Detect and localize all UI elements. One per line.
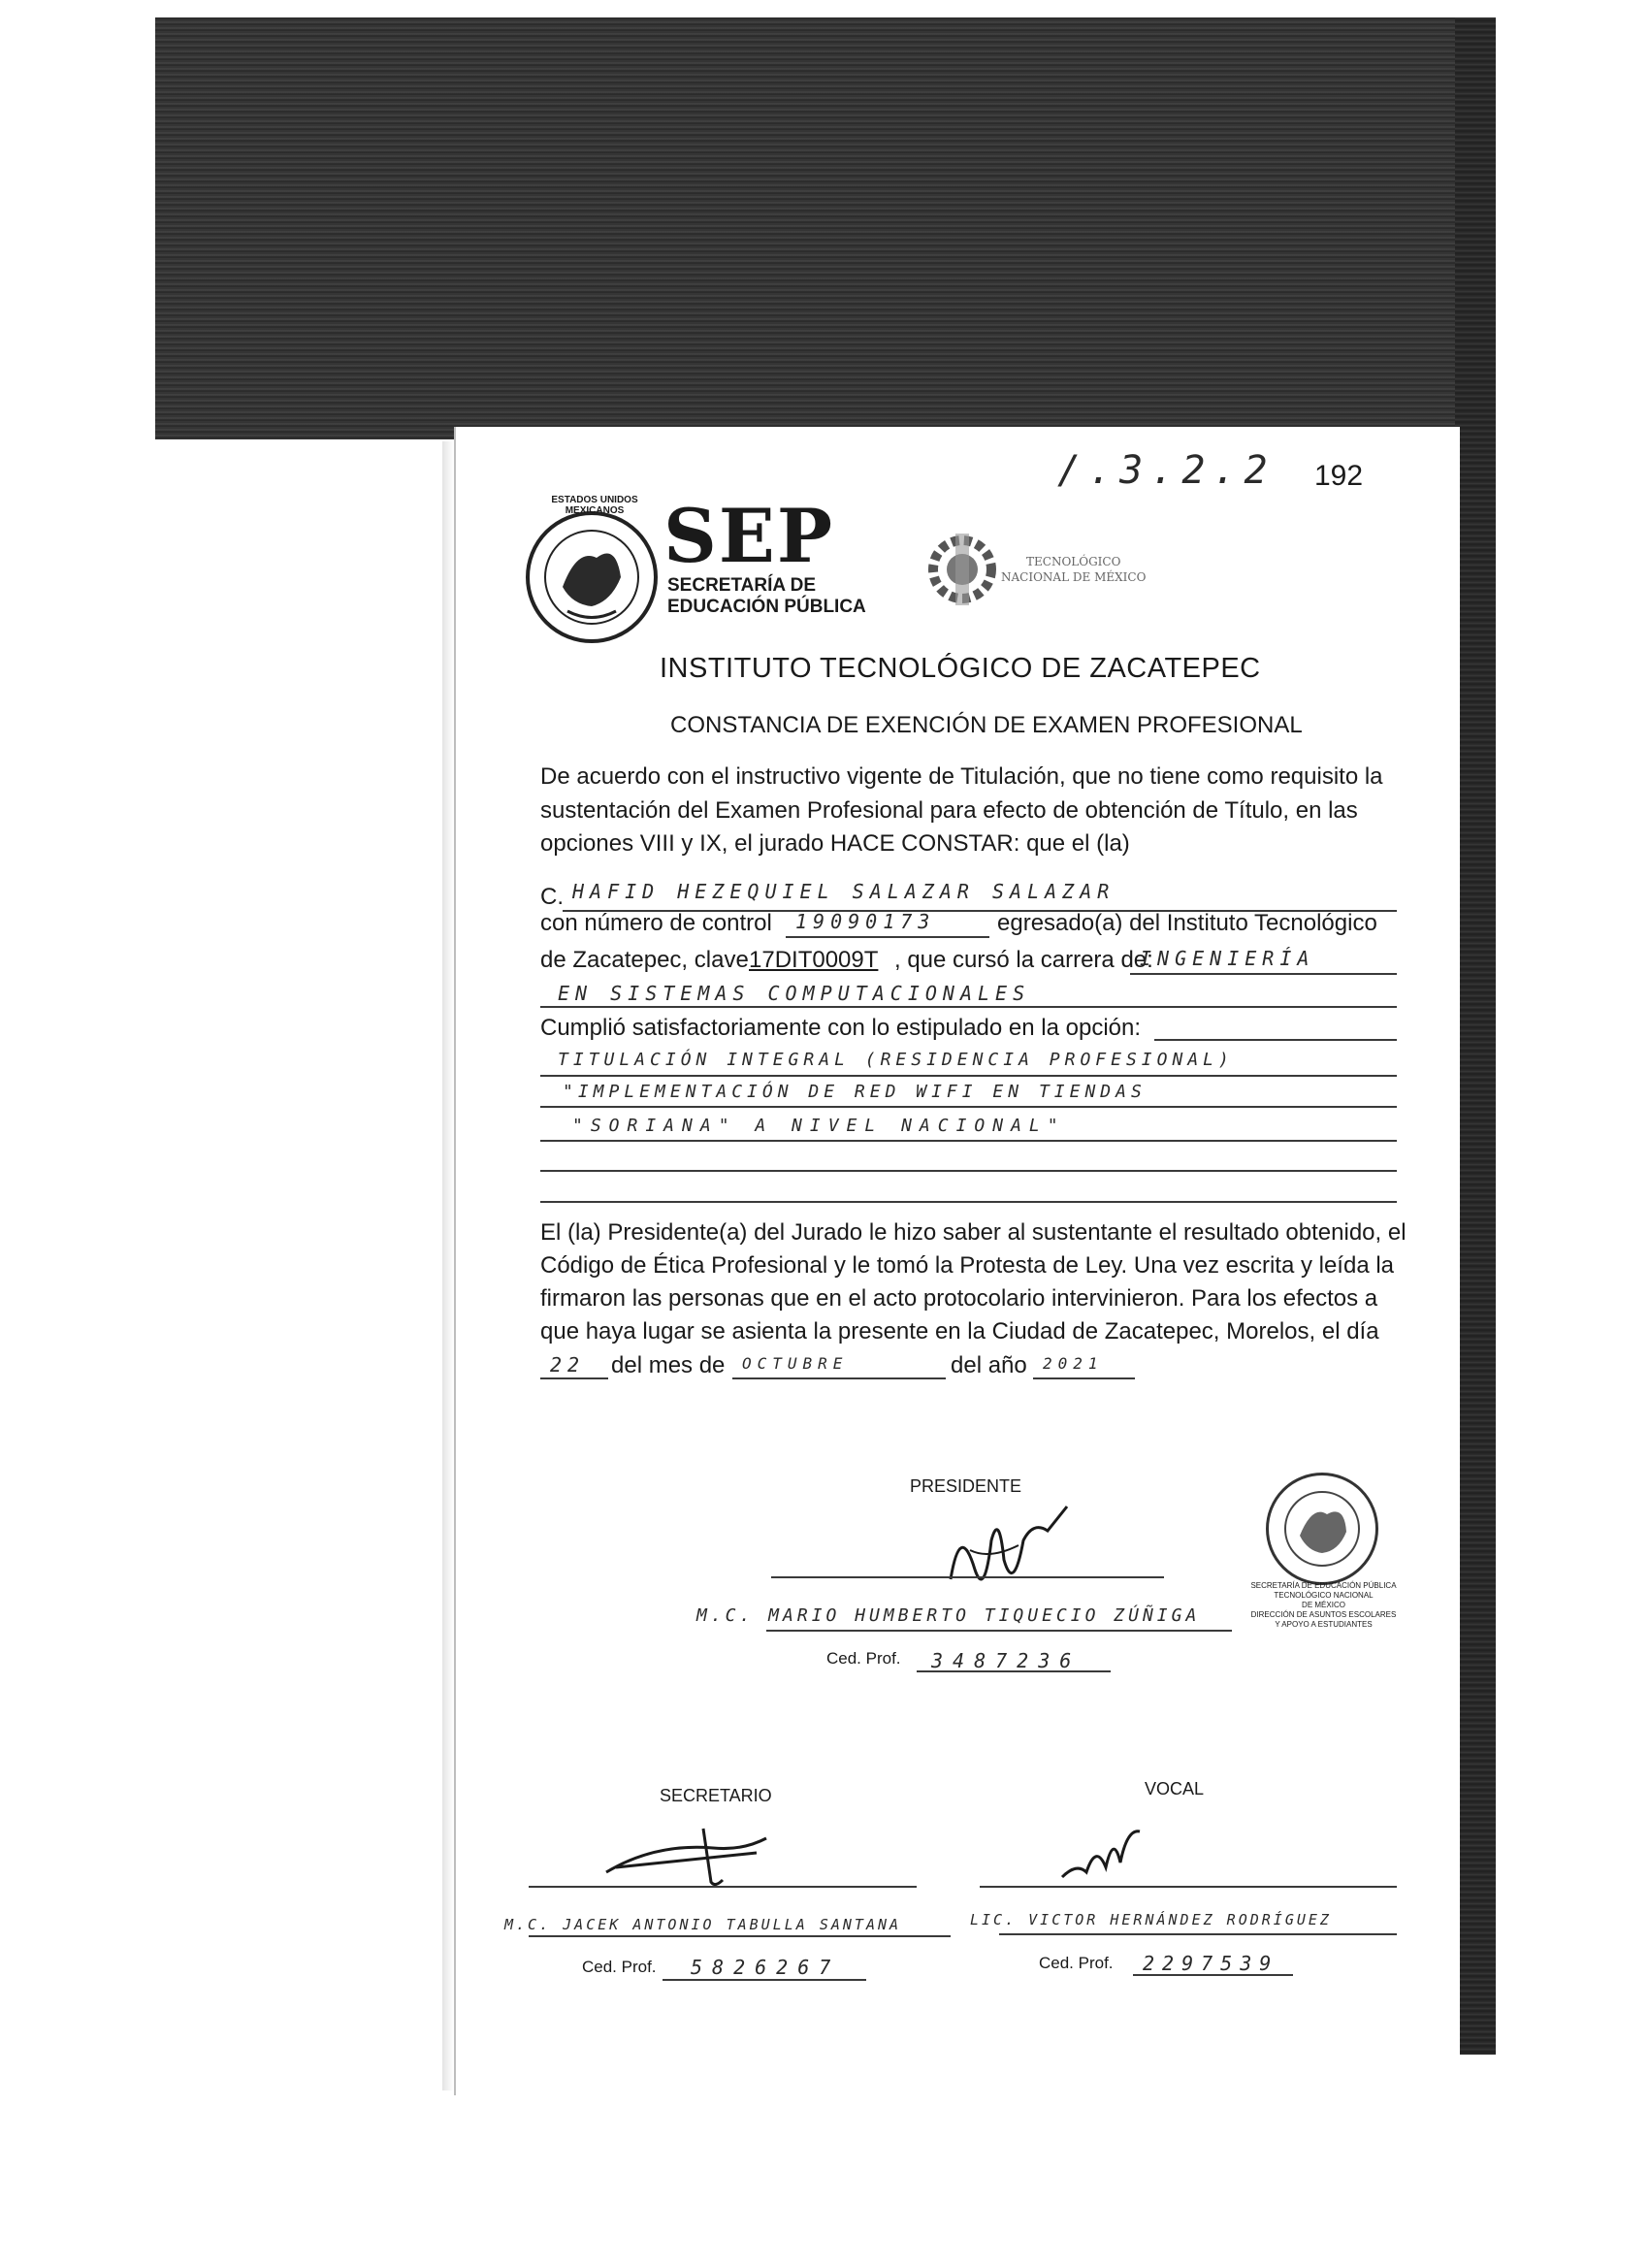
secretario-role: SECRETARIO: [660, 1786, 772, 1805]
vocal-line: [980, 1886, 1397, 1888]
presidente-ced-label: Ced. Prof.: [826, 1649, 901, 1668]
vocal-role: VOCAL: [1145, 1779, 1205, 1798]
closing-line-3: firmaron las personas que en el acto protocolario intervinieron. Para los efectos a: [540, 1285, 1378, 1312]
closing-month: OCTUBRE: [742, 1354, 849, 1373]
carrera-underline-1: [1130, 973, 1397, 975]
secretario-line: [529, 1886, 917, 1888]
year-line: [1033, 1377, 1135, 1379]
vocal-ced-line: [1133, 1974, 1293, 1976]
mexican-seal-icon: [524, 509, 660, 645]
secretario-name-line: [529, 1935, 951, 1937]
secretario-name: M.C. JACEK ANTONIO TABULLA SANTANA: [504, 1916, 902, 1933]
closing-line-4: que haya lugar se asienta la presente en la Ciudad de Zacatepec, Morelos, el día: [540, 1318, 1379, 1345]
mexican-seal-icon: [1269, 1475, 1375, 1582]
egresado-text: egresado(a) del Instituto Tecnológico: [997, 910, 1377, 936]
control-label: con número de control: [540, 910, 772, 936]
student-name: HAFID HEZEQUIEL SALAZAR SALAZAR: [572, 880, 1116, 903]
opcion-underline-2: [540, 1106, 1397, 1108]
vocal-name: LIC. VICTOR HERNÁNDEZ RODRÍGUEZ: [970, 1911, 1332, 1928]
tecnm-line2: NACIONAL DE MÉXICO: [1001, 570, 1147, 584]
stamp-line-2: TECNOLÓGICO NACIONAL: [1274, 1591, 1374, 1600]
presidente-signature: [931, 1502, 1077, 1613]
opcion-underline-3: [540, 1140, 1397, 1142]
clave-value: 17DIT0009T: [749, 947, 879, 973]
carrera-line-1: INGENIERÍA: [1140, 947, 1315, 970]
stamp-line-1: SECRETARÍA DE EDUCACIÓN PÚBLICA: [1250, 1581, 1397, 1590]
control-number: 19090173: [795, 910, 936, 933]
carrera-label: , que cursó la carrera de:: [894, 947, 1153, 973]
stamp-line-5: Y APOYO A ESTUDIANTES: [1275, 1620, 1373, 1629]
opcion-line-1: TITULACIÓN INTEGRAL (RESIDENCIA PROFESIONAL): [558, 1050, 1234, 1070]
mes-label: del mes de: [611, 1352, 726, 1378]
stamp-line-3: DE MÉXICO: [1302, 1601, 1345, 1609]
vocal-signature: [1057, 1824, 1145, 1892]
presidente-ced: 3487236: [931, 1649, 1082, 1672]
official-stamp: [1266, 1473, 1378, 1585]
vocal-name-line: [999, 1933, 1397, 1935]
opcion-underline-4: [540, 1170, 1397, 1172]
control-line: [786, 936, 989, 938]
opcion-line-0: [1154, 1039, 1397, 1041]
presidente-name-line: [766, 1630, 1232, 1632]
opcion-underline-1: [540, 1075, 1397, 1077]
vocal-ced-label: Ced. Prof.: [1039, 1954, 1114, 1972]
sep-seal-text: ESTADOS UNIDOS MEXICANOS: [551, 495, 638, 516]
presidente-line: [771, 1576, 1164, 1578]
institution-title: INSTITUTO TECNOLÓGICO DE ZACATEPEC: [660, 653, 1261, 684]
intro-line-1: De acuerdo con el instructivo vigente de Titulación, que no tiene como requisito la: [540, 763, 1383, 790]
opcion-underline-5: [540, 1201, 1397, 1203]
month-line: [732, 1377, 946, 1379]
day-line: [540, 1377, 608, 1379]
vocal-ced: 2297539: [1143, 1952, 1279, 1975]
opcion-label: Cumplió satisfactoriamente con lo estipulado en la opción:: [540, 1015, 1142, 1041]
clave-prefix: de Zacatepec, clave: [540, 947, 749, 973]
anio-label: del año: [951, 1352, 1027, 1378]
document-title: CONSTANCIA DE EXENCIÓN DE EXAMEN PROFESIONAL: [670, 712, 1303, 738]
presidente-role: PRESIDENTE: [910, 1476, 1022, 1496]
tecnm-logo: [926, 524, 999, 616]
closing-day: 22: [550, 1353, 586, 1377]
sep-logo: [524, 509, 660, 645]
sep-title: SEP: [663, 493, 834, 579]
sep-subtitle-2: EDUCACIÓN PÚBLICA: [667, 597, 866, 617]
folio-handwritten: /.3.2.2: [1057, 448, 1276, 493]
intro-line-2: sustentación del Examen Profesional para efecto de obtención de Título, en las: [540, 797, 1358, 824]
carrera-line-2: EN SISTEMAS COMPUTACIONALES: [558, 982, 1031, 1005]
presidente-ced-line: [917, 1670, 1111, 1672]
gear-icon: [926, 524, 999, 616]
secretario-ced: 5826267: [691, 1956, 841, 1979]
intro-line-3: opciones VIII y IX, el jurado HACE CONSTAR: que el (la): [540, 830, 1130, 857]
secretario-ced-line: [663, 1979, 866, 1981]
paper-shadow: [442, 441, 454, 2090]
secretario-ced-label: Ced. Prof.: [582, 1958, 657, 1976]
page-number: 192: [1314, 460, 1364, 492]
closing-line-2: Código de Ética Profesional y le tomó la Protesta de Ley. Una vez escrita y leída la: [540, 1252, 1395, 1279]
opcion-line-3: "SORIANA" A NIVEL NACIONAL": [572, 1116, 1066, 1136]
c-prefix: C.: [540, 884, 564, 910]
sep-subtitle-1: SECRETARÍA DE: [667, 575, 817, 596]
scan-dark-background: [155, 17, 1494, 439]
carrera-underline-2: [540, 1006, 1397, 1008]
presidente-name: M.C. MARIO HUMBERTO TIQUECIO ZÚÑIGA: [696, 1605, 1201, 1626]
closing-year: 2021: [1043, 1354, 1104, 1373]
tecnm-line1: TECNOLÓGICO: [1026, 555, 1121, 568]
opcion-line-2: "IMPLEMENTACIÓN DE RED WIFI EN TIENDAS: [563, 1082, 1147, 1102]
scan-dark-edge: [1455, 17, 1496, 2055]
stamp-line-4: DIRECCIÓN DE ASUNTOS ESCOLARES: [1250, 1610, 1397, 1619]
closing-line-1: El (la) Presidente(a) del Jurado le hizo saber al sustentante el resultado obtenido, el: [540, 1219, 1406, 1246]
